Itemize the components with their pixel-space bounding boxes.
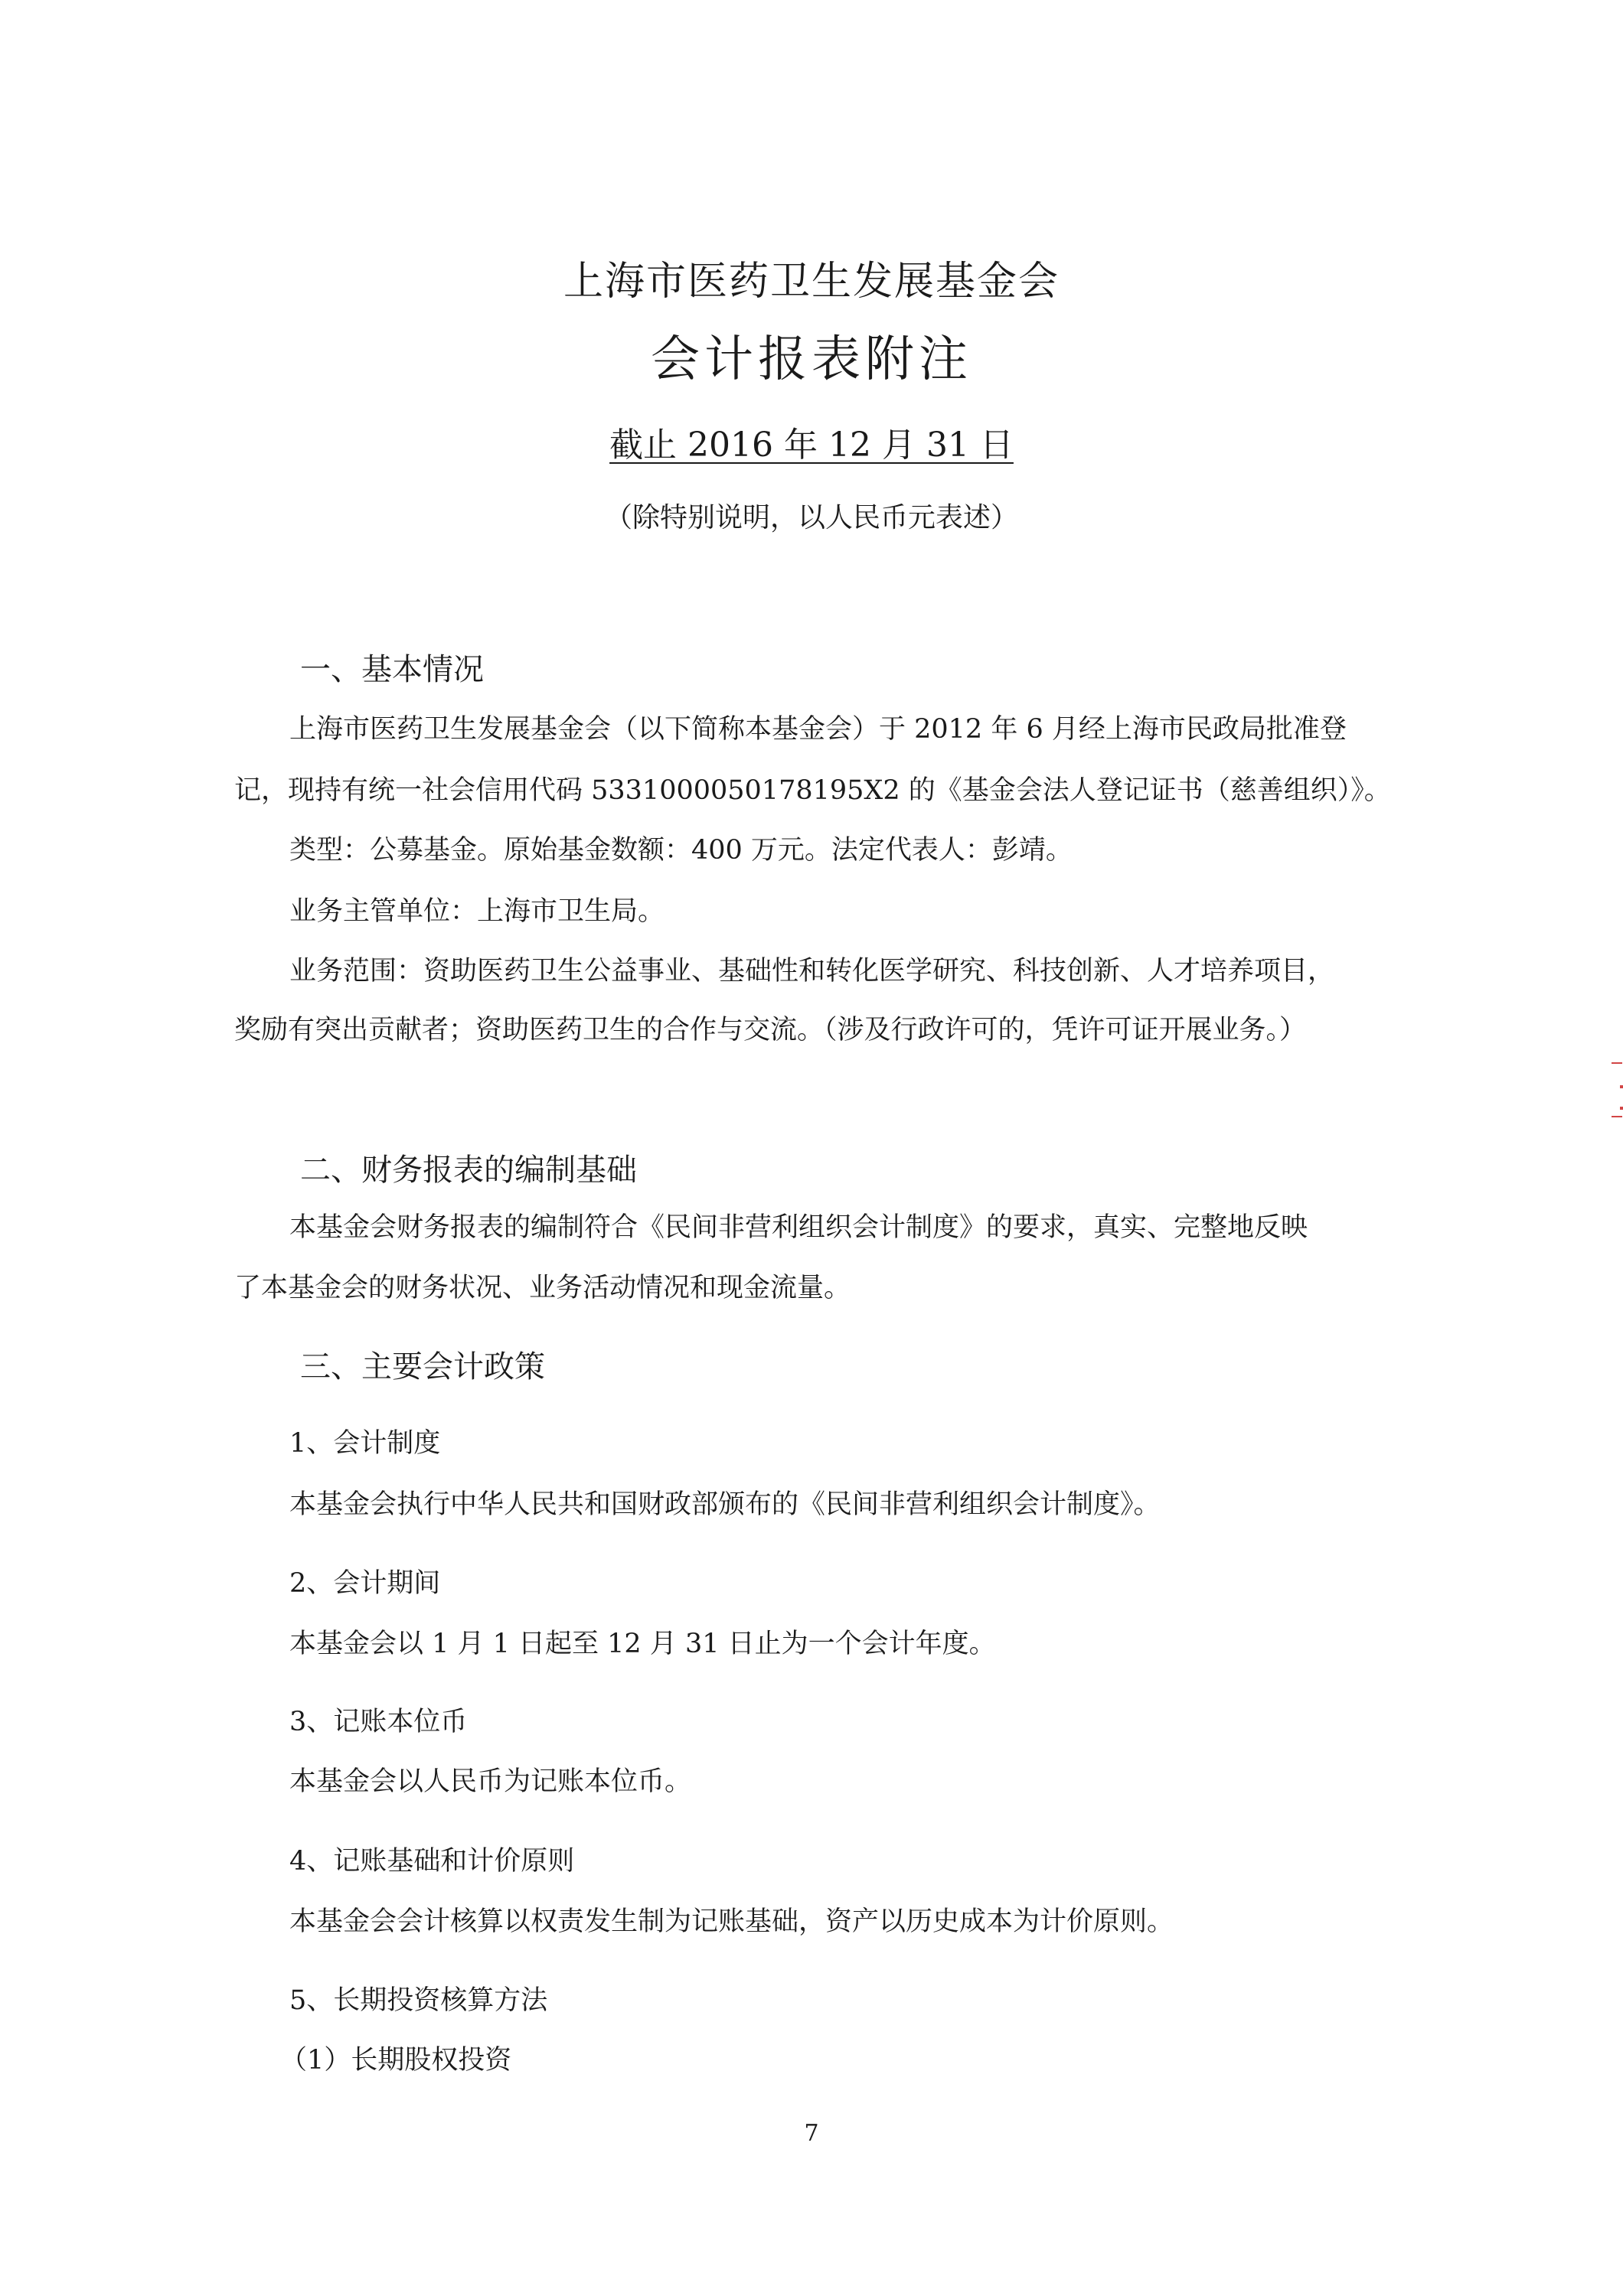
policy-5-title: 5、长期投资核算方法 [289,1985,548,2016]
section-1-heading: 一、基本情况 [300,652,484,687]
policy-3-title: 3、记账本位币 [289,1707,468,1737]
policy-2-title: 2、会计期间 [289,1568,441,1599]
policy-4-title: 4、记账基础和计价原则 [289,1846,575,1877]
date-text: 截止 2016 年 12 月 31 日 [609,426,1014,465]
document-title: 会计报表附注 [651,331,972,388]
section-2-heading: 二、财务报表的编制基础 [300,1153,637,1188]
policy-5-subitem: （1）长期股权投资 [280,2045,512,2076]
policy-4-text: 本基金会会计核算以权责发生制为记账基础，资产以历史成本为计价原则。 [289,1906,1174,1937]
date-line [0,417,1623,466]
section-2-paragraph-line-1: 本基金会财务报表的编制符合《民间非营利组织会计制度》的要求，真实、完整地反映 [289,1212,1308,1243]
page-number: 7 [804,2120,819,2147]
policy-3-text: 本基金会以人民币为记账本位币。 [289,1766,692,1797]
margin-mark [1612,1062,1622,1064]
section-3-heading: 三、主要会计政策 [300,1349,545,1384]
margin-mark [1612,1116,1622,1117]
margin-mark [1620,1085,1623,1088]
section-1-supervisor-line: 业务主管单位：上海市卫生局。 [289,896,665,927]
policy-2-text: 本基金会以 1 月 1 日起至 12 月 31 日止为一个会计年度。 [289,1629,996,1659]
section-1-paragraph-1-line-2: 记，现持有统一社会信用代码 5331000050178195X2 的《基金会法人登记证书（慈善组织）》。 [234,775,1391,806]
organization-title: 上海市医药卫生发展基金会 [563,259,1060,305]
section-1-paragraph-1-line-1: 上海市医药卫生发展基金会（以下简称本基金会）于 2012 年 6 月经上海市民政局批准登 [289,714,1347,745]
policy-1-title: 1、会计制度 [289,1428,441,1459]
currency-note: （除特别说明，以人民币元表述） [604,502,1018,533]
section-2-paragraph-line-2: 了本基金会的财务状况、业务活动情况和现金流量。 [234,1273,851,1303]
policy-1-text: 本基金会执行中华人民共和国财政部颁布的《民间非营利组织会计制度》。 [289,1489,1161,1520]
section-1-scope-line-2: 奖励有突出贡献者；资助医药卫生的合作与交流。（涉及行政许可的，凭许可证开展业务。） [234,1015,1307,1045]
margin-mark [1620,1107,1623,1110]
section-1-scope-line-1: 业务范围：资助医药卫生公益事业、基础性和转化医学研究、科技创新、人才培养项目， [289,956,1335,987]
section-1-type-line: 类型：公募基金。原始基金数额：400 万元。法定代表人：彭靖。 [289,835,1073,866]
